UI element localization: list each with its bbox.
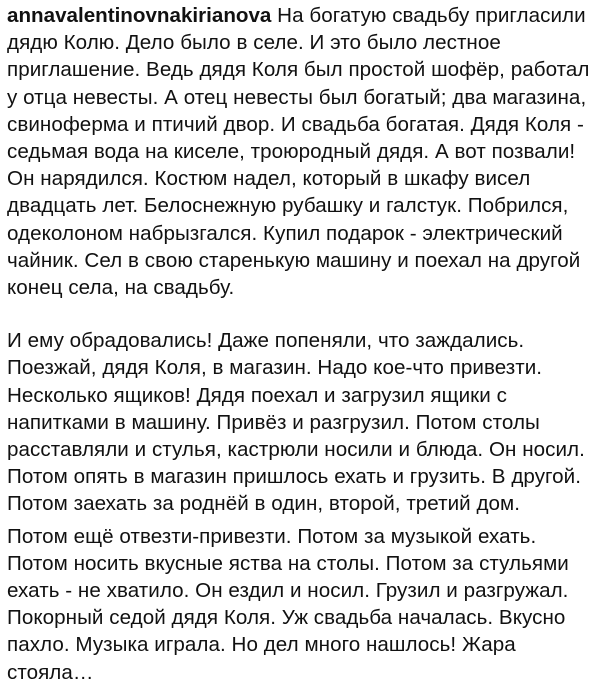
caption-paragraph-2 [7,327,595,517]
caption-paragraph-1 [7,2,595,301]
paragraph-text: На богатую свадьбу пригласили дядю Колю. Дело было в селе. И это было лестное приглашение. Ведь дядя Коля был простой шофёр, работал у отца невесты. А отец невесты был богатый; два магазина, свиноферма и птичий двор. И свадьба богатая. Дядя Коля - седьмая вода на киселе, троюродный дядя. А вот позвали! Он нарядился. Костюм надел, который в шкафу висел двадцать лет. Белоснежную рубашку и галстук. Побрился, одеколоном набрызгался. Купил подарок - электрический чайник. Сел в свою старенькую машину и поехал на другой конец села, на свадьбу. [7,4,590,300]
paragraph-text: И ему обрадовались! Даже попеняли, что заждались. Поезжай, дядя Коля, в магазин. Надо кое-что привезти. Несколько ящиков! Дядя поехал и загрузил ящики с напитками в машину. Привёз и разгрузил. Потом столы расставляли и стулья, кастрюли носили и блюда. Он носил. Потом опять в магазин пришлось ехать и грузить. В другой. Потом заехать за роднёй в один, второй, третий дом. [7,329,585,516]
username-link[interactable]: annavalentinovnakirianova [7,4,272,27]
paragraph-text: Потом ещё отвезти-привезти. Потом за музыкой ехать. Потом носить вкусные яства на столы. Потом за стульями ехать - не хватило. Он ездил и носил. Грузил и разгружал. Покорный седой дядя Коля. Уж свадьба началась. Вкусно пахло. Музыка играла. Но дел много нашлось! Жара стояла… [7,524,569,684]
post-caption [7,2,595,686]
caption-paragraph-3 [7,523,595,686]
